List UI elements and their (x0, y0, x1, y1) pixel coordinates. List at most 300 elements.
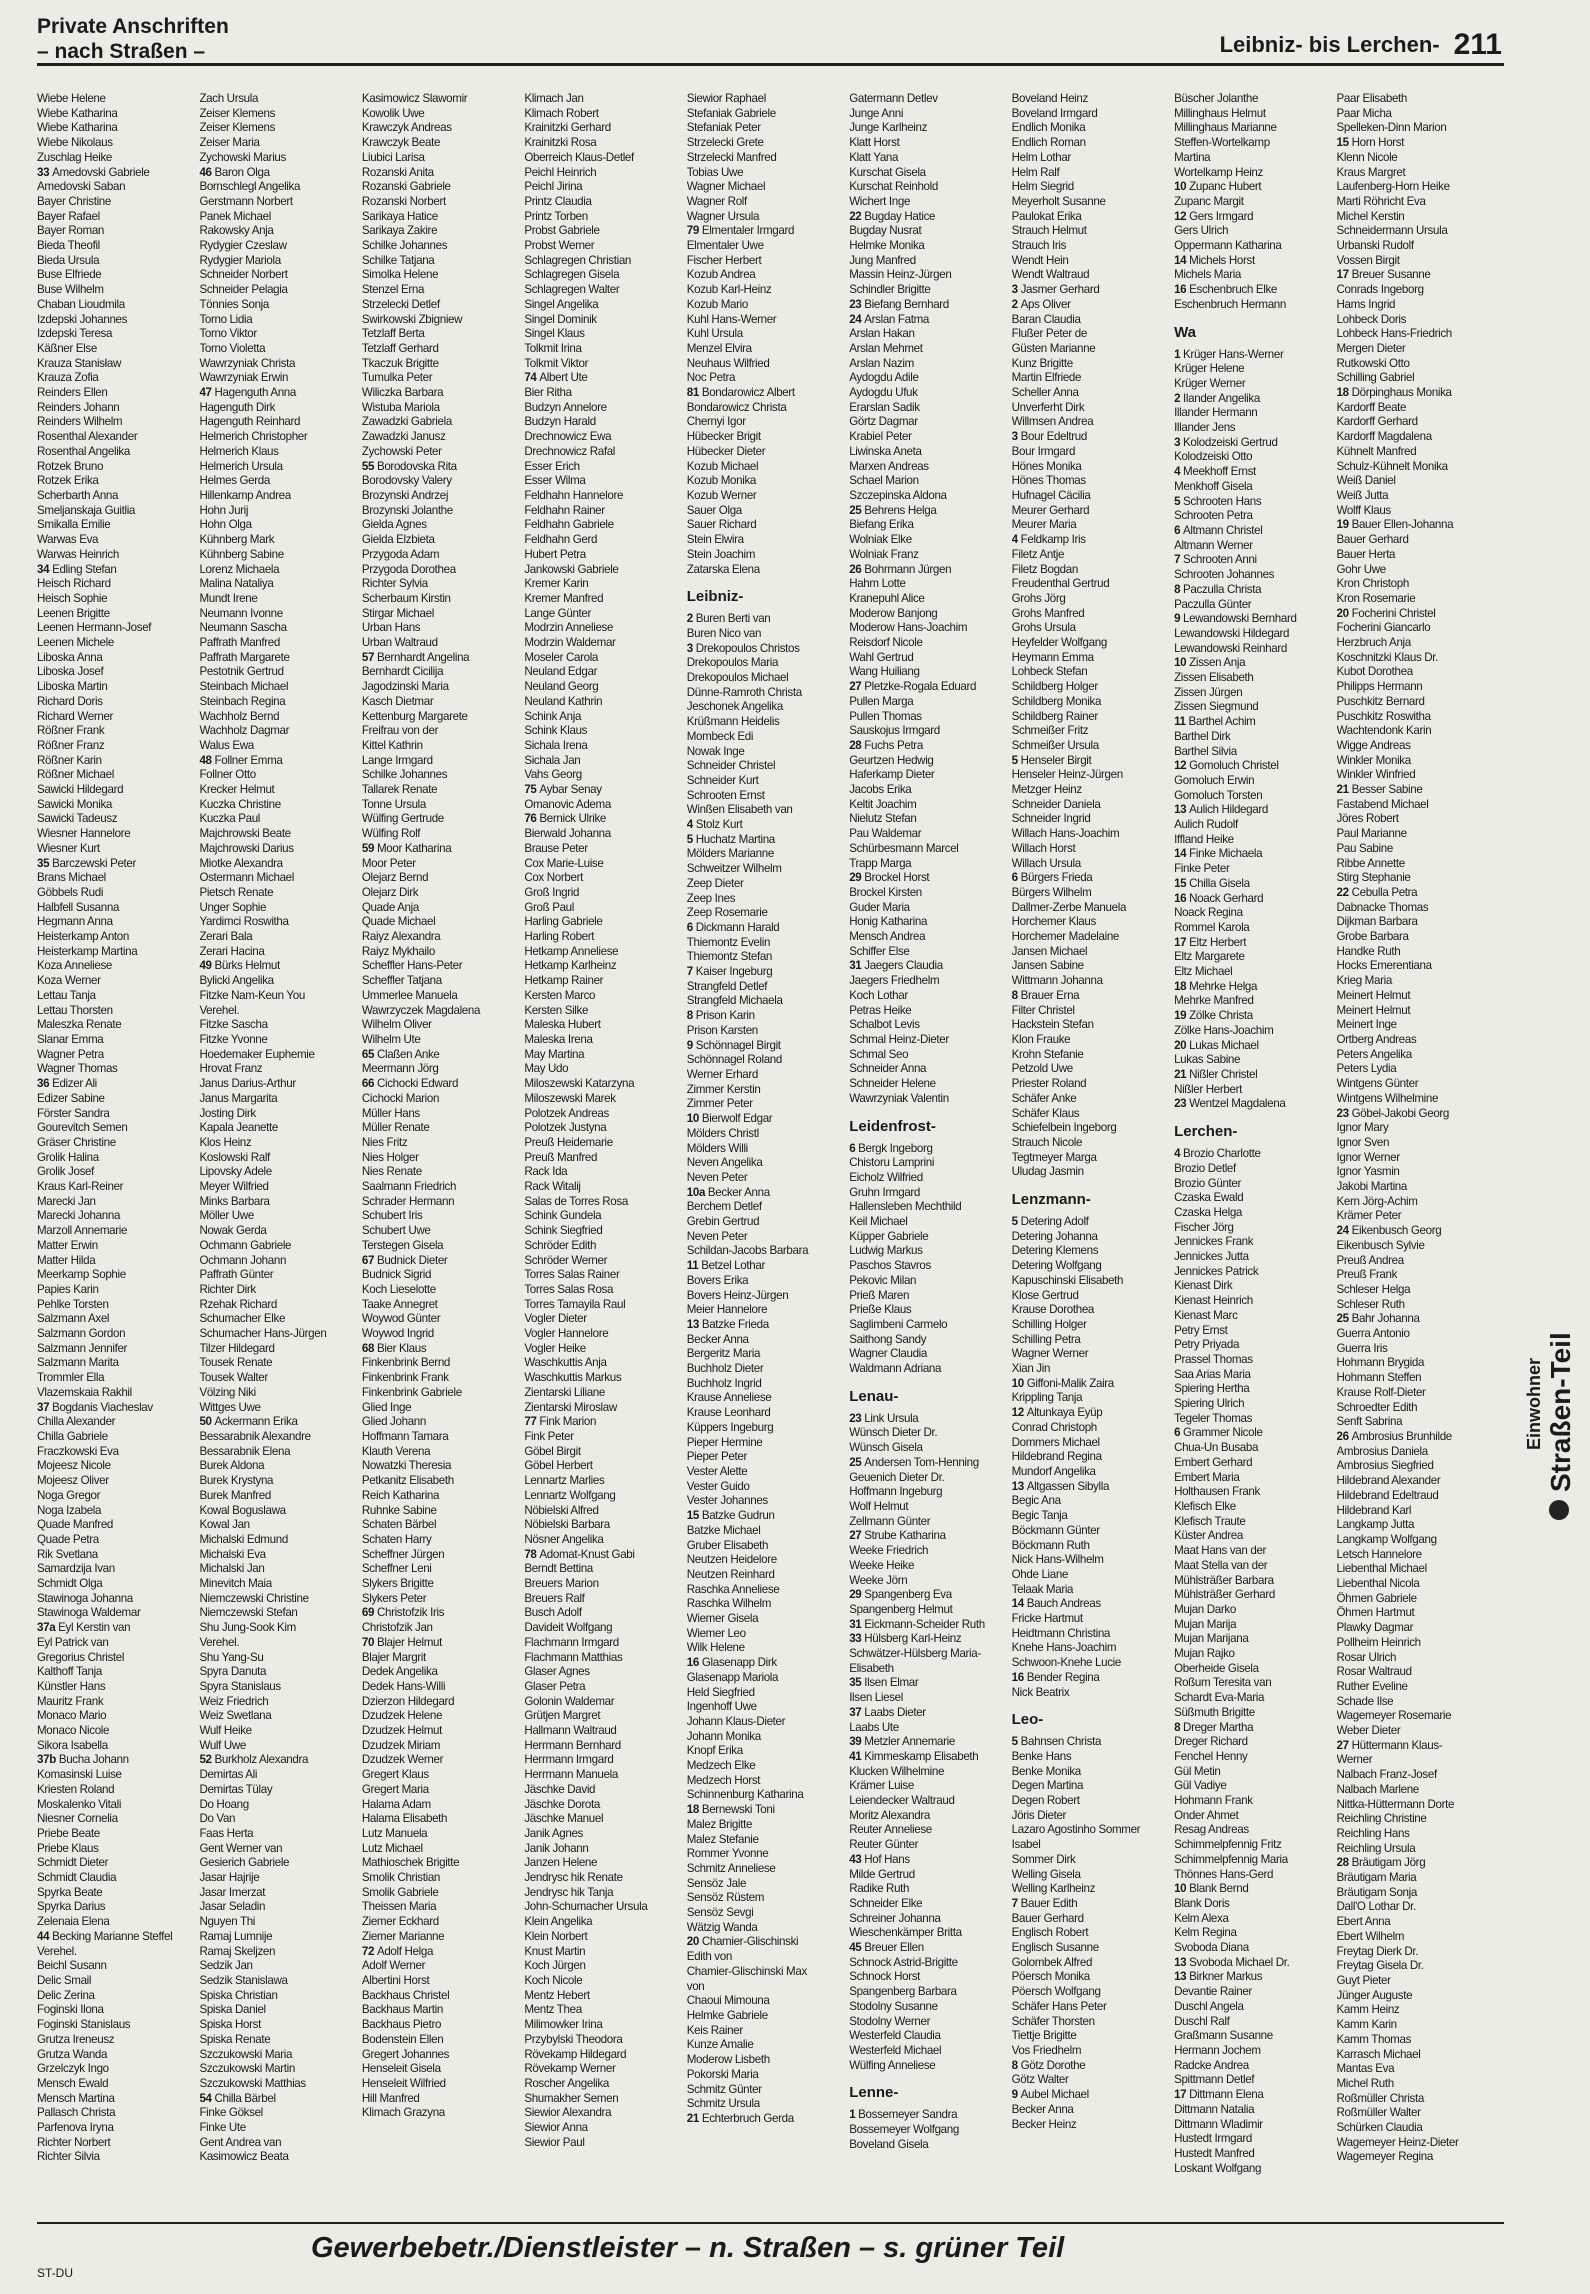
resident-entry: Batzke Michael (686, 1523, 761, 1537)
resident-entry: Gatermann Detlev (849, 92, 938, 105)
house-number: 4 (686, 818, 696, 832)
resident-entry: Reinders Ellen (37, 386, 108, 400)
resident-entry: Quade Michael (361, 915, 436, 929)
resident-entry: Matter Hilda (37, 1253, 96, 1267)
house-number: 27 (849, 680, 865, 694)
resident-entry: Klos Heinz (199, 1135, 252, 1149)
resident-entry: Pöersch Wolfgang (1011, 1985, 1101, 1999)
resident-entry: Shu Jung-Sook Kim (199, 1621, 296, 1635)
resident-entry: Kardorff Beate (1336, 400, 1407, 414)
resident-entry: Freytag Dierk Dr. (1336, 1944, 1419, 1958)
resident-entry: Hegmann Anna (37, 915, 113, 929)
resident-entry: Schneider Kurt (686, 773, 759, 787)
resident-entry: Wülfing Gertrude (361, 812, 444, 826)
resident-entry: Fraczkowski Eva (37, 1444, 119, 1458)
resident-entry: Kowal Jan (199, 1518, 250, 1532)
resident-entry: Wiliczka Barbara (361, 386, 444, 400)
house-number: 55 (361, 459, 377, 473)
resident-entry: Schlagregen Walter (524, 283, 620, 297)
resident-entry: Metzger Heinz (1011, 783, 1082, 797)
resident-entry: Quade Manfred (37, 1518, 114, 1532)
resident-entry: Michel Ruth (1336, 2076, 1394, 2090)
resident-entry: Pietsch Renate (199, 885, 274, 899)
resident-entry: Simolka Helene (361, 268, 439, 282)
resident-entry: Guyt Pieter (1336, 1974, 1391, 1987)
resident-entry: Neven Peter (686, 1170, 748, 1184)
house-number: 5 (686, 832, 696, 846)
resident-entry: Chamier-Glischinski Max (686, 1964, 807, 1978)
resident-entry: Janus Darius-Arthur (199, 1077, 296, 1091)
resident-entry: Rövekamp Werner (524, 2062, 616, 2076)
resident-entry: Malez Brigitte (686, 1817, 753, 1831)
house-number: 37 (37, 1400, 53, 1414)
house-number: 12 (1174, 759, 1190, 773)
house-number: 28 (1336, 1856, 1352, 1870)
resident-entry: Drekopoulos Michael (686, 671, 789, 685)
resident-entry: Paffrath Margarete (199, 650, 290, 664)
resident-entry: Rakowsky Anja (199, 224, 274, 238)
resident-entry: Spiska Horst (199, 2018, 261, 2032)
resident-entry: Meinert Helmut (1336, 988, 1411, 1002)
resident-entry: Schröder Edith (524, 1238, 597, 1252)
resident-entry: Stein Elwira (686, 533, 744, 547)
resident-entry: Rydygier Mariola (199, 253, 281, 267)
resident-entry: Schürken Claudia (1336, 2121, 1423, 2135)
resident-entry: Stawinoga Johanna (37, 1591, 133, 1605)
resident-entry: Ignor Sven (1336, 1135, 1390, 1149)
resident-entry: Gesierich Gabriele (199, 1856, 290, 1870)
resident-entry: Schmitz Anneliese (686, 1861, 776, 1875)
resident-entry: Klauth Verena (361, 1444, 431, 1458)
resident-entry: 18 Mehrke Helga (1174, 979, 1258, 993)
resident-entry: Roscher Angelika (524, 2076, 609, 2090)
resident-entry: Gomoluch Torsten (1174, 788, 1263, 802)
resident-entry: Bessarabnik Alexandre (199, 1429, 311, 1443)
resident-entry: Mölders Christl (686, 1126, 759, 1140)
resident-entry: Schiefelbein Ingeborg (1011, 1121, 1117, 1135)
footer-code: ST-DU (37, 2266, 73, 2280)
resident-entry: Öhmen Hartmut (1336, 1606, 1415, 1620)
resident-entry: Richter Silvia (37, 2150, 100, 2164)
resident-entry: Gerstmann Norbert (199, 194, 293, 208)
resident-entry: Waldmann Adriana (849, 1362, 942, 1376)
resident-entry: Schubert Uwe (361, 1224, 431, 1238)
resident-entry: Schilke Johannes (361, 768, 448, 782)
resident-entry: Sauskojus Irmgard (849, 724, 940, 738)
resident-entry: 7 Schrooten Anni (1174, 553, 1257, 567)
resident-entry: Telaak Maria (1011, 1582, 1074, 1596)
resident-entry: Glied Johann (361, 1415, 426, 1429)
house-number: 12 (1011, 1406, 1027, 1420)
resident-entry: Hill Manfred (361, 2091, 420, 2105)
resident-entry: Lange Irmgard (361, 753, 433, 767)
house-number: 8 (1174, 582, 1184, 596)
resident-entry: Buchholz Dieter (686, 1362, 764, 1376)
resident-entry: Millinghaus Helmut (1174, 106, 1266, 120)
resident-entry: Hahm Lotte (849, 577, 906, 591)
resident-entry: Rik Svetlana (37, 1547, 98, 1561)
resident-entry: Hoffmann Tamara (361, 1429, 449, 1443)
resident-entry: Marecki Jan (37, 1194, 96, 1208)
resident-entry: Klimach Jan (524, 92, 584, 105)
house-number: 3 (1011, 430, 1021, 444)
column-6 (849, 92, 1011, 2177)
resident-entry: Nöbielski Barbara (524, 1518, 610, 1532)
resident-entry: Koza Anneliese (37, 959, 113, 973)
resident-entry: Devantie Rainer (1174, 1985, 1252, 1999)
resident-entry: Knehe Hans-Joachim (1011, 1641, 1117, 1655)
resident-entry: Finkenbrink Gabriele (361, 1385, 462, 1399)
resident-entry: Brozio Detlef (1174, 1161, 1236, 1175)
resident-entry: Aydogdu Ufuk (849, 386, 918, 400)
resident-entry: Scherbarth Anna (37, 488, 119, 502)
house-number: 14 (1174, 847, 1190, 861)
resident-entry: 28 Fuchs Petra (849, 738, 923, 752)
resident-entry: Sawicki Monika (37, 797, 112, 811)
resident-entry: Singel Klaus (524, 327, 585, 341)
resident-entry: Kranepuhl Alice (849, 591, 925, 605)
resident-entry: Martin Elfriede (1011, 371, 1082, 385)
resident-entry: Spiska Renate (199, 2032, 271, 2046)
resident-entry: Probst Gabriele (524, 224, 600, 238)
resident-entry: Szczukowski Matthias (199, 2076, 306, 2090)
resident-entry: Lennartz Wolfgang (524, 1488, 616, 1502)
resident-entry: 15 Batzke Gudrun (686, 1509, 775, 1523)
resident-entry: Senft Sabrina (1336, 1415, 1403, 1429)
resident-entry: Backhaus Martin (361, 2003, 443, 2017)
resident-entry: Rozanski Gabriele (361, 180, 451, 194)
resident-entry: Bondarowicz Christa (686, 400, 787, 414)
resident-entry: 37a Eyl Kerstin van (37, 1621, 131, 1635)
house-number: 29 (849, 871, 865, 885)
resident-entry: Stodolny Susanne (849, 1999, 938, 2013)
resident-entry: Salas de Torres Rosa (524, 1194, 628, 1208)
resident-entry: Wachholz Dagmar (199, 724, 290, 738)
resident-entry: Ochmann Johann (199, 1253, 287, 1267)
resident-entry: Mojeesz Oliver (37, 1474, 109, 1488)
resident-entry: Polotzek Andreas (524, 1106, 609, 1120)
house-number: 25 (849, 1455, 865, 1469)
resident-entry: Weiß Jutta (1336, 488, 1389, 502)
resident-entry: Pöersch Monika (1011, 1970, 1090, 1984)
resident-entry: Dittmann Wladimir (1174, 2117, 1263, 2131)
resident-entry: Preuß Andrea (1336, 1253, 1404, 1267)
resident-entry: Marxen Andreas (849, 459, 929, 473)
resident-entry: Kamm Karin (1336, 2018, 1397, 2032)
house-number: 9 (1011, 2088, 1021, 2102)
resident-entry: Wistuba Mariola (361, 400, 440, 414)
resident-entry: Tetzlaff Berta (361, 327, 425, 341)
resident-entry: Samardzija Ivan (37, 1562, 115, 1576)
resident-entry: Moskalenko Vitali (37, 1797, 122, 1811)
resident-entry: 4 Stolz Kurt (686, 818, 743, 832)
resident-entry: Szczepinska Aldona (849, 488, 947, 502)
house-number: 24 (849, 312, 865, 326)
resident-entry: Nalbach Marlene (1336, 1782, 1419, 1796)
resident-entry: Wilk Helene (686, 1641, 745, 1655)
house-number: 13 (1011, 1479, 1027, 1493)
resident-entry: Peters Angelika (1336, 1047, 1412, 1061)
resident-entry: Unger Sophie (199, 900, 267, 914)
resident-entry: Sichala Jan (524, 753, 581, 767)
resident-entry: Petry Priyada (1174, 1338, 1240, 1352)
house-number: 27 (849, 1529, 865, 1543)
resident-entry: Göbbels Rudi (37, 885, 104, 899)
resident-entry: Ruther Eveline (1336, 1679, 1408, 1693)
resident-entry: Wintgens Wilhelmine (1336, 1091, 1439, 1105)
resident-entry: Kuczka Christine (199, 797, 281, 811)
resident-entry: Wulf Heike (199, 1724, 252, 1738)
resident-entry: Kardorff Gerhard (1336, 415, 1418, 429)
resident-entry: 49 Bürks Helmut (199, 959, 280, 973)
house-number: 21 (1336, 783, 1352, 797)
resident-entry: Smolik Gabriele (361, 1885, 439, 1899)
resident-entry: Neumann Ivonne (199, 606, 283, 620)
resident-entry: Mundt Irene (199, 591, 258, 605)
resident-entry: Kühnberg Mark (199, 533, 275, 547)
house-number: 7 (1174, 553, 1184, 567)
resident-entry: 27 Pletzke-Rogala Eduard (849, 680, 977, 694)
resident-entry: Wiemer Leo (686, 1626, 746, 1640)
resident-entry: Schmal Heinz-Dieter (849, 1033, 949, 1046)
resident-entry: Lipovsky Adele (199, 1165, 272, 1179)
resident-entry: Kowolik Uwe (361, 106, 425, 120)
resident-entry: Faas Herta (199, 1826, 254, 1840)
resident-entry: Siewior Alexandra (524, 2106, 612, 2120)
resident-entry: Göbel Birgit (524, 1444, 581, 1458)
resident-entry: Wagner Ursula (686, 209, 760, 223)
column-2 (199, 92, 361, 2177)
house-number: 8 (1011, 988, 1021, 1002)
resident-entry: Zelenaia Elena (37, 1915, 110, 1929)
resident-entry: Panek Michael (199, 209, 271, 223)
resident-entry: Hohn Olga (199, 518, 252, 532)
resident-entry: Herzbruch Anja (1336, 636, 1411, 650)
resident-entry: Kozub Monika (686, 474, 757, 488)
house-number: 11 (1174, 715, 1189, 729)
resident-entry: Richter Dirk (199, 1282, 256, 1296)
resident-entry: Bräutigam Sonja (1336, 1885, 1417, 1899)
resident-entry: Sensöz Jale (686, 1876, 747, 1890)
resident-entry: Monaco Mario (37, 1709, 107, 1723)
resident-entry: Völzing Niki (199, 1385, 256, 1399)
resident-entry: Slykers Peter (361, 1591, 427, 1605)
house-number: 9 (1174, 612, 1184, 626)
resident-entry: Schäfer Klaus (1011, 1106, 1080, 1120)
resident-entry: Follner Otto (199, 768, 256, 782)
resident-entry: Ramaj Skeljzen (199, 1944, 276, 1958)
resident-entry: 23 Link Ursula (849, 1411, 919, 1425)
resident-entry: Michalski Edmund (199, 1532, 288, 1546)
resident-entry: Foginski Stanislaus (37, 2018, 131, 2032)
resident-entry: 4 Brozio Charlotte (1174, 1147, 1261, 1161)
resident-entry: Drechnowicz Rafal (524, 444, 616, 458)
resident-entry: Zuschlag Heike (37, 150, 113, 164)
resident-entry: Götz Walter (1011, 2073, 1069, 2087)
street-heading: Leo- (1011, 1711, 1044, 1729)
resident-entry: Taake Annegret (361, 1297, 438, 1311)
resident-entry: Budnick Sigrid (361, 1268, 432, 1282)
resident-entry: Wachtendonk Karin (1336, 724, 1432, 738)
resident-entry: Tetzlaff Gerhard (361, 341, 439, 355)
resident-entry: 17 Eltz Herbert (1174, 935, 1247, 949)
resident-entry: Handke Ruth (1336, 944, 1401, 958)
resident-entry: Schildan-Jacobs Barbara (686, 1244, 809, 1258)
resident-entry: Zawadzki Janusz (361, 430, 446, 444)
resident-entry: Ignor Werner (1336, 1150, 1400, 1164)
resident-entry: Janus Margarita (199, 1091, 278, 1105)
resident-entry: Schink Siegfried (524, 1224, 603, 1238)
resident-entry: Bayer Rafael (37, 209, 100, 223)
resident-entry: 69 Christofzik Iris (361, 1606, 445, 1620)
resident-entry: Dünne-Ramroth Christa (686, 685, 802, 699)
resident-entry: Schroedter Edith (1336, 1400, 1418, 1414)
resident-entry: Hohmann Steffen (1336, 1371, 1422, 1385)
resident-entry: Heyfelder Wolfgang (1011, 636, 1107, 650)
resident-entry: 43 Hof Hans (849, 1852, 910, 1866)
house-number: 24 (1336, 1224, 1352, 1238)
resident-entry: Haferkamp Dieter (849, 768, 935, 782)
resident-entry: 34 Edling Stefan (37, 562, 117, 576)
resident-entry: Borodovsky Valery (361, 474, 452, 488)
resident-entry: Loskant Wolfgang (1174, 2161, 1262, 2175)
resident-entry: Finke Göksel (199, 2106, 263, 2120)
resident-entry: Esser Wilma (524, 474, 586, 488)
resident-entry: Halama Elisabeth (361, 1812, 448, 1826)
house-number: 10 (1174, 180, 1190, 194)
resident-entry: Krause Rolf-Dieter (1336, 1385, 1426, 1399)
resident-entry: Michalski Jan (199, 1562, 265, 1576)
resident-entry: Weiz Swetlana (199, 1709, 272, 1723)
resident-entry: Grutza Ireneusz (37, 2032, 115, 2046)
resident-entry: Klein Norbert (524, 1929, 588, 1943)
resident-entry: Zawadzki Gabriela (361, 415, 452, 429)
resident-entry: Meerkamp Sophie (37, 1268, 126, 1282)
resident-entry: Majchrowski Darius (199, 841, 294, 855)
resident-entry: Klatt Horst (849, 136, 900, 150)
resident-entry: Pehlke Torsten (37, 1297, 109, 1311)
resident-entry: Dabnacke Thomas (1336, 900, 1429, 914)
resident-entry: Ortberg Andreas (1336, 1033, 1417, 1046)
resident-entry: Kremer Manfred (524, 591, 604, 605)
resident-entry: Kuczka Paul (199, 812, 261, 826)
resident-entry: Cox Marie-Luise (524, 856, 604, 870)
resident-entry: Wülfing Rolf (361, 827, 421, 841)
resident-entry: Hocks Emerentiana (1336, 959, 1432, 973)
resident-entry: Hönes Monika (1011, 459, 1082, 473)
resident-entry: 45 Breuer Ellen (849, 1941, 924, 1955)
resident-entry: Embert Maria (1174, 1470, 1240, 1484)
resident-entry: Petzold Uwe (1011, 1062, 1073, 1076)
house-number: 28 (849, 738, 865, 752)
resident-entry: Ramaj Lumnije (199, 1929, 273, 1943)
house-number: 21 (1174, 1068, 1190, 1081)
resident-entry: Siewior Raphael (686, 92, 766, 105)
house-number: 77 (524, 1415, 540, 1429)
resident-entry: Szczukowski Maria (199, 2047, 293, 2061)
resident-entry: Detering Wolfgang (1011, 1259, 1102, 1273)
resident-entry: Olejarz Dirk (361, 885, 419, 899)
resident-entry: 19 Zölke Christa (1174, 1009, 1253, 1023)
resident-entry: Schleser Ruth (1336, 1297, 1405, 1311)
resident-entry: Nowak Inge (686, 744, 745, 758)
resident-entry: Jasar Imerzat (199, 1885, 266, 1899)
resident-entry: Grolik Halina (37, 1150, 99, 1164)
resident-entry: Mühlsträßer Gerhard (1174, 1588, 1276, 1602)
resident-entry: Rosar Waltraud (1336, 1665, 1412, 1679)
resident-entry: Wilhelm Ute (361, 1033, 421, 1046)
resident-entry: Przybylski Theodora (524, 2032, 623, 2046)
resident-entry: Schlagregen Gisela (524, 268, 620, 282)
resident-entry: Aulich Rudolf (1174, 818, 1238, 832)
resident-entry: Milde Gertrud (849, 1867, 915, 1881)
resident-entry: Nösner Angelika (524, 1532, 604, 1546)
resident-entry: Burek Krystyna (199, 1474, 274, 1488)
resident-entry: Feldhahn Rainer (524, 503, 605, 517)
resident-entry: Mathioschek Brigitte (361, 1856, 460, 1870)
resident-entry: Kremer Karin (524, 577, 589, 591)
resident-entry: Rößner Michael (37, 768, 114, 782)
resident-entry: 2 Buren Berti van (686, 612, 771, 626)
resident-entry: Letsch Hannelore (1336, 1547, 1422, 1561)
resident-entry: Do Van (199, 1812, 236, 1826)
resident-entry: Strzelecki Manfred (686, 150, 777, 164)
house-number: 23 (849, 1411, 865, 1425)
resident-entry: Jung Manfred (849, 253, 916, 267)
resident-entry: Becker Anna (686, 1332, 749, 1346)
resident-entry: Mergen Dieter (1336, 341, 1406, 355)
house-number: 16 (1174, 891, 1190, 905)
resident-entry: Wätzig Wanda (686, 1920, 758, 1934)
resident-entry: Dall'O Lothar Dr. (1336, 1900, 1416, 1914)
resident-entry: Niesner Cornelia (37, 1812, 118, 1826)
resident-entry: Drechnowicz Ewa (524, 430, 612, 444)
resident-entry: Zellmann Günter (849, 1514, 931, 1528)
resident-entry: 35 Ilsen Elmar (849, 1676, 919, 1690)
resident-entry: Tiettje Brigitte (1011, 2029, 1077, 2043)
resident-entry: Neuland Georg (524, 680, 599, 694)
resident-entry: 1 Bossemeyer Sandra (849, 2108, 958, 2122)
resident-entry: Reinders Johann (37, 400, 120, 414)
resident-entry: 7 Bauer Edith (1011, 1896, 1078, 1910)
resident-entry: Neuhaus Wilfried (686, 356, 770, 370)
resident-entry: Radike Ruth (849, 1882, 910, 1896)
resident-entry: Tolkmit Irina (524, 341, 582, 355)
resident-entry: Hetkamp Anneliese (524, 944, 619, 958)
resident-entry: Chaban Lioudmila (37, 297, 125, 311)
resident-entry: Saithong Sandy (849, 1332, 927, 1346)
resident-entry: Wang Huiliang (849, 665, 920, 679)
resident-entry: Schade Ilse (1336, 1694, 1394, 1708)
resident-entry: Rack Ida (524, 1165, 568, 1179)
resident-entry: Jennickes Patrick (1174, 1264, 1259, 1278)
resident-entry: John-Schumacher Ursula (524, 1900, 648, 1914)
resident-entry: Wülfing Anneliese (849, 2058, 936, 2072)
resident-entry: Illander Hermann (1174, 406, 1258, 420)
resident-entry: Wagemeyer Heinz-Dieter (1336, 2135, 1459, 2149)
resident-entry: Helm Ralf (1011, 165, 1060, 179)
resident-entry: Gomoluch Erwin (1174, 773, 1255, 787)
resident-entry: Hohmann Brygida (1336, 1356, 1425, 1370)
resident-entry: Hallmann Waltraud (524, 1724, 617, 1738)
side-tab-title: Straßen-Teil (1545, 1332, 1576, 1492)
resident-entry: Quade Petra (37, 1532, 99, 1546)
resident-entry: Wagner Michael (686, 180, 766, 194)
resident-entry: Trommler Ella (37, 1371, 105, 1385)
house-number: 11 (686, 1259, 702, 1273)
resident-entry: Hohmann Frank (1174, 1794, 1253, 1808)
resident-entry: Schael Marion (849, 474, 919, 488)
